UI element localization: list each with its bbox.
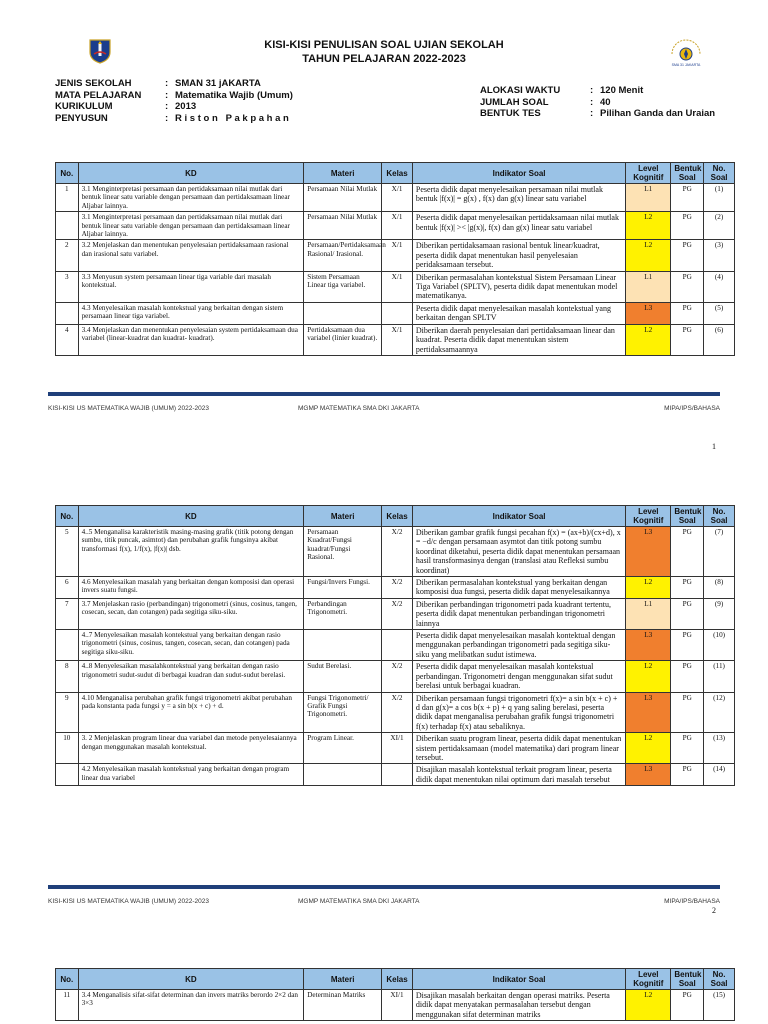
row-no: 5: [56, 527, 79, 577]
info-row-alokasi-waktu: ALOKASI WAKTU : 120 Menit: [480, 85, 644, 96]
page-2-rule: [48, 885, 720, 889]
col-bentuk: Bentuk Soal: [671, 969, 704, 990]
row-level: L2: [626, 733, 671, 764]
page-1-rule: [48, 392, 720, 396]
row-kelas: X/2: [382, 661, 413, 692]
row-kd: 3. 2 Menjelaskan program linear dua variabel dan metode penyelesaiannya dengan menggunakan masalah kontekstual.: [78, 733, 304, 764]
col-no: No.: [56, 969, 79, 990]
info-row-penyusun: PENYUSUN : R i s t o n P a k p a h a n: [55, 112, 289, 124]
col-materi: Materi: [304, 969, 382, 990]
row-level: L2: [626, 661, 671, 692]
col-level: Level Kognitif: [626, 969, 671, 990]
row-kelas: XI/1: [382, 990, 413, 1021]
row-indikator: Diberikan permasalahan kontekstual Sistem Persamaan Linear Tiga Variabel (SPLTV), peserta didik dapat menentukan model matematikanya.: [412, 271, 625, 302]
row-bentuk: PG: [671, 598, 704, 629]
row-nosoal: (8): [704, 577, 735, 599]
row-indikator: Diberikan perbandingan trigonometri pada kuadrant tertentu, peserta didik dapat menentukan perbandingan trigonometri lainnya: [412, 598, 625, 629]
row-kd: 3.2 Menjelaskan dan menentukan penyelesaian pertidaksamaan rasional dan irasional satu variabel.: [78, 240, 304, 271]
row-nosoal: (3): [704, 240, 735, 271]
kisi-table-page-3: [55, 968, 735, 1021]
row-indikator: Diberikan daerah penyelesaian dari pertidaksamaan linear dan kuadrat. Peserta didik dapat menentukan sistem pertidaksamaannya: [412, 324, 625, 355]
row-kelas: [382, 302, 413, 324]
table-row: [56, 271, 735, 302]
row-bentuk: PG: [671, 212, 704, 240]
row-kd: 4..7 Menyelesaikan masalah kontekstual yang berkaitan dengan rasio trigonometri (sinus, cosinus, tangen, cosecan, secan, dan cotangen) pada segitiga siku-siku.: [78, 630, 304, 661]
row-bentuk: PG: [671, 577, 704, 599]
row-materi: [304, 302, 382, 324]
col-kelas: Kelas: [382, 506, 413, 527]
col-kd: KD: [78, 506, 304, 527]
row-materi: Persamaan Kuadrat/Fungsi kuadrat/Fungsi Rasional.: [304, 527, 382, 577]
kisi-table-page-1: [55, 162, 735, 356]
row-nosoal: (4): [704, 271, 735, 302]
row-level: L2: [626, 990, 671, 1021]
table-row: [56, 240, 735, 271]
row-level: L1: [626, 271, 671, 302]
row-nosoal: (15): [704, 990, 735, 1021]
row-level: L3: [626, 630, 671, 661]
row-kd: 4.10 Menganalisa perubahan grafik fungsi trigonometri akibat perubahan pada konstanta pada fungsi y = a sin b(x + c) + d.: [78, 692, 304, 733]
page-number-2: 2: [712, 906, 716, 915]
school-emblem-text: SMA 31 JAKARTA: [671, 63, 701, 67]
row-no: 9: [56, 692, 79, 733]
row-indikator: Diberikan suatu program linear, peserta didik dapat menentukan sistem pertidaksamaan (model matematika) dari program linear tersebut.: [412, 733, 625, 764]
row-nosoal: (1): [704, 184, 735, 212]
row-level: L2: [626, 240, 671, 271]
row-bentuk: PG: [671, 692, 704, 733]
row-level: L1: [626, 598, 671, 629]
table-row: [56, 990, 735, 1021]
row-materi: Persamaan Nilai Mutlak: [304, 184, 382, 212]
row-level: L3: [626, 302, 671, 324]
row-no: [56, 212, 79, 240]
row-nosoal: (10): [704, 630, 735, 661]
col-kd: KD: [78, 163, 304, 184]
row-kelas: [382, 764, 413, 786]
table-row: [56, 184, 735, 212]
row-bentuk: PG: [671, 733, 704, 764]
row-no: 1: [56, 184, 79, 212]
row-materi: Program Linear.: [304, 733, 382, 764]
table-header-row: [56, 163, 735, 184]
table-row: [56, 630, 735, 661]
col-no: No.: [56, 506, 79, 527]
col-level: Level Kognitif: [626, 163, 671, 184]
info-row-bentuk-tes: BENTUK TES : Pilihan Ganda dan Uraian: [480, 108, 716, 119]
table-row: [56, 212, 735, 240]
table-row: [56, 324, 735, 355]
row-bentuk: PG: [671, 630, 704, 661]
row-nosoal: (5): [704, 302, 735, 324]
row-materi: Fungsi/Invers Fungsi.: [304, 577, 382, 599]
info-row-jenis-sekolah: JENIS SEKOLAH : SMAN 31 jAKARTA: [55, 78, 261, 89]
document-title: KISI-KISI PENULISAN SOAL UJIAN SEKOLAH: [264, 39, 504, 51]
row-indikator: Disajikan masalah kontekstual terkait program linear, peserta didik dapat menentukan nilai optimum dari masalah tersebut: [412, 764, 625, 786]
row-bentuk: PG: [671, 302, 704, 324]
col-kelas: Kelas: [382, 969, 413, 990]
row-bentuk: PG: [671, 527, 704, 577]
table-row: [56, 692, 735, 733]
row-materi: [304, 630, 382, 661]
info-row-mata-pelajaran: MATA PELAJARAN : Matematika Wajib (Umum): [55, 89, 293, 101]
row-kd: 3.4 Menjelaskan dan menentukan penyelesaian system pertidaksamaan dua variabel (linear-kuadrat dan kuadrat- kuadrat).: [78, 324, 304, 355]
row-bentuk: PG: [671, 240, 704, 271]
row-indikator: Diberikan gambar grafik fungsi pecahan f(x) = (ax+b)/(cx+d), x = −d/c dengan persamaan asymtot dan titik potong sumbu koordinat diketahui, peserta didik dapat menentukan persamaan hasil transformasinya dengan (translasi atau Refleksi sumbu koordinat): [412, 527, 625, 577]
row-no: [56, 630, 79, 661]
table-row: [56, 302, 735, 324]
row-level: L1: [626, 184, 671, 212]
row-no: 10: [56, 733, 79, 764]
col-kd: KD: [78, 969, 304, 990]
row-indikator: Peserta didik dapat menyelesaikan masalah kontekstual yang berkaitan dengan SPLTV: [412, 302, 625, 324]
row-nosoal: (12): [704, 692, 735, 733]
row-materi: [304, 764, 382, 786]
row-no: 3: [56, 271, 79, 302]
row-no: 2: [56, 240, 79, 271]
row-bentuk: PG: [671, 661, 704, 692]
row-nosoal: (9): [704, 598, 735, 629]
col-bentuk: Bentuk Soal: [671, 506, 704, 527]
row-indikator: Diberikan permasalahan kontekstual yang berkaitan dengan komposisi dua fungsi, peserta didik dapat menyelesaikannya: [412, 577, 625, 599]
row-materi: Perbandingan Trigonometri.: [304, 598, 382, 629]
row-bentuk: PG: [671, 990, 704, 1021]
row-indikator: Peserta didik dapat menyelesaikan persamaan nilai mutlak bentuk |f(x)| = g(x) , f(x) dan g(x) linear satu variabel: [412, 184, 625, 212]
row-no: 11: [56, 990, 79, 1021]
document-subtitle: TAHUN PELAJARAN 2022-2023: [302, 53, 466, 65]
table-row: [56, 764, 735, 786]
col-level: Level Kognitif: [626, 506, 671, 527]
row-indikator: Diberikan pertidaksamaan rasional bentuk linear/kuadrat, peserta didik dapat menentukan hasil penyelesaian peridaksamaan tersebut.: [412, 240, 625, 271]
row-kelas: X/1: [382, 184, 413, 212]
row-no: [56, 302, 79, 324]
col-indikator: Indikator Soal: [412, 969, 625, 990]
row-kelas: X/1: [382, 271, 413, 302]
info-row-jumlah-soal: JUMLAH SOAL : 40: [480, 96, 611, 108]
row-kd: 4..8 Menyelesaikan masalahkontekstual yang berkaitan dengan rasio trigonometri sudut-sudut di berbagai kuadran dan sudut-sudut berelasi.: [78, 661, 304, 692]
table-row: [56, 598, 735, 629]
row-nosoal: (14): [704, 764, 735, 786]
row-kelas: X/1: [382, 212, 413, 240]
row-nosoal: (2): [704, 212, 735, 240]
info-left-block: [55, 78, 293, 124]
col-no: No.: [56, 163, 79, 184]
row-kd: 3.3 Menyusun system persamaan linear tiga variable dari masalah kontekstual.: [78, 271, 304, 302]
row-kelas: XI/1: [382, 733, 413, 764]
row-level: L3: [626, 692, 671, 733]
table-row: [56, 733, 735, 764]
page-number-1: 1: [712, 442, 716, 451]
row-no: 6: [56, 577, 79, 599]
table-row: [56, 527, 735, 577]
school-emblem-icon: [666, 38, 706, 68]
row-level: L2: [626, 212, 671, 240]
row-kd: 3.4 Menganalisis sifat-sifat determinan dan invers matriks berordo 2×2 dan 3×3: [78, 990, 304, 1021]
col-indikator: Indikator Soal: [412, 506, 625, 527]
info-row-kurikulum: KURIKULUM : 2013: [55, 101, 197, 112]
row-materi: Determinan Matriks: [304, 990, 382, 1021]
row-materi: Sudut Berelasi.: [304, 661, 382, 692]
row-indikator: Disajikan masalah berkaitan dengan operasi matriks. Peserta didik dapat menyatakan permasalahan tersebut dengan menggunakan sifat determinan matriks: [412, 990, 625, 1021]
row-nosoal: (13): [704, 733, 735, 764]
row-kelas: X/1: [382, 324, 413, 355]
row-kd: 4.2 Menyelesaikan masalah kontekstual yang berkaitan dengan program linear dua variabel: [78, 764, 304, 786]
row-indikator: Peserta didik dapat menyelesaikan masalah kontektual dengan menggunakan perbandingan trigonometri pada segitiga siku-siku yang melibatkan sudut istimewa.: [412, 630, 625, 661]
table-row: [56, 577, 735, 599]
row-kelas: X/2: [382, 692, 413, 733]
row-level: L2: [626, 324, 671, 355]
row-kelas: X/2: [382, 598, 413, 629]
col-kelas: Kelas: [382, 163, 413, 184]
table-header-row: [56, 506, 735, 527]
col-nosoal: No. Soal: [704, 969, 735, 990]
row-kd: 3.1 Menginterpretasi persamaan dan pertidaksamaan nilai mutlak dari bentuk linear satu variable dengan persamaan dan pertidaksamaan linear Aljabar lainnya.: [78, 212, 304, 240]
row-kelas: X/2: [382, 527, 413, 577]
row-level: L2: [626, 577, 671, 599]
row-nosoal: (7): [704, 527, 735, 577]
row-indikator: Diberikan persamaan fungsi trigonometri f(x)= a sin b(x + c) + d dan g(x)= a cos b(x + p) + q yang saling berelasi, peserta didik dapat menganalisa perubahan grafik fungsi trigonometri f(x) terhadap f(x) atau sebaliknya.: [412, 692, 625, 733]
row-bentuk: PG: [671, 271, 704, 302]
row-bentuk: PG: [671, 764, 704, 786]
row-kelas: [382, 630, 413, 661]
row-materi: Pertidaksamaan dua variabel (linier kuadrat).: [304, 324, 382, 355]
table-row: [56, 661, 735, 692]
row-no: 7: [56, 598, 79, 629]
col-materi: Materi: [304, 163, 382, 184]
col-nosoal: No. Soal: [704, 506, 735, 527]
row-no: [56, 764, 79, 786]
col-bentuk: Bentuk Soal: [671, 163, 704, 184]
row-kd: 4.3 Menyelesaikan masalah kontekstual yang berkaitan dengan sistem persamaan linear tiga variabel.: [78, 302, 304, 324]
col-indikator: Indikator Soal: [412, 163, 625, 184]
row-kd: 4.6 Menyelesaikan masalah yang berkaitan dengan komposisi dan operasi invers suatu fungsi.: [78, 577, 304, 599]
row-kd: 3.7 Menjelaskan rasio (perbandingan) trigonometri (sinus, cosinus, tangen, cosecan, secan, dan cotangen) pada segitiga siku-siku.: [78, 598, 304, 629]
row-no: 8: [56, 661, 79, 692]
row-kelas: X/1: [382, 240, 413, 271]
col-nosoal: No. Soal: [704, 163, 735, 184]
row-bentuk: PG: [671, 184, 704, 212]
row-indikator: Peserta didik dapat menyelesaikan pertidaksamaan nilai mutlak bentuk |f(x)| >< |g(x)|, f(x) dan g(x) linear satu variabel: [412, 212, 625, 240]
row-level: L3: [626, 527, 671, 577]
col-materi: Materi: [304, 506, 382, 527]
row-indikator: Peserta didik dapat menyelesaikan masalah kontekstual perbandingan. Trigonometri dengan menggunakan sifat sudut berelasi untuk berbagai kuadran.: [412, 661, 625, 692]
row-kd: 3.1 Menginterpretasi persamaan dan pertidaksamaan nilai mutlak dari bentuk linear satu variable dengan persamaan dan pertidaksamaan linear Aljabar lainnya.: [78, 184, 304, 212]
row-materi: Fungsi Trigonometri/ Grafik Fungsi Trigonometri.: [304, 692, 382, 733]
row-kd: 4..5 Menganalisa karakteristik masing-masing grafik (titik potong dengan sumbu, titik puncak, asimtot) dan perubahan grafik fungsinya akibat transformasi f(x), 1/f(x), |f(x)| dsb.: [78, 527, 304, 577]
row-nosoal: (11): [704, 661, 735, 692]
row-materi: Sistem Persamaan Linear tiga variabel.: [304, 271, 382, 302]
row-kelas: X/2: [382, 577, 413, 599]
table-header-row: [56, 969, 735, 990]
row-materi: Persamaan Nilai Mutlak: [304, 212, 382, 240]
row-materi: Persamaan/Pertidaksamaan Rasional/ Irasional.: [304, 240, 382, 271]
row-level: L3: [626, 764, 671, 786]
row-bentuk: PG: [671, 324, 704, 355]
row-no: 4: [56, 324, 79, 355]
kisi-table-page-2: [55, 505, 735, 786]
row-nosoal: (6): [704, 324, 735, 355]
info-right-block: [480, 85, 715, 120]
